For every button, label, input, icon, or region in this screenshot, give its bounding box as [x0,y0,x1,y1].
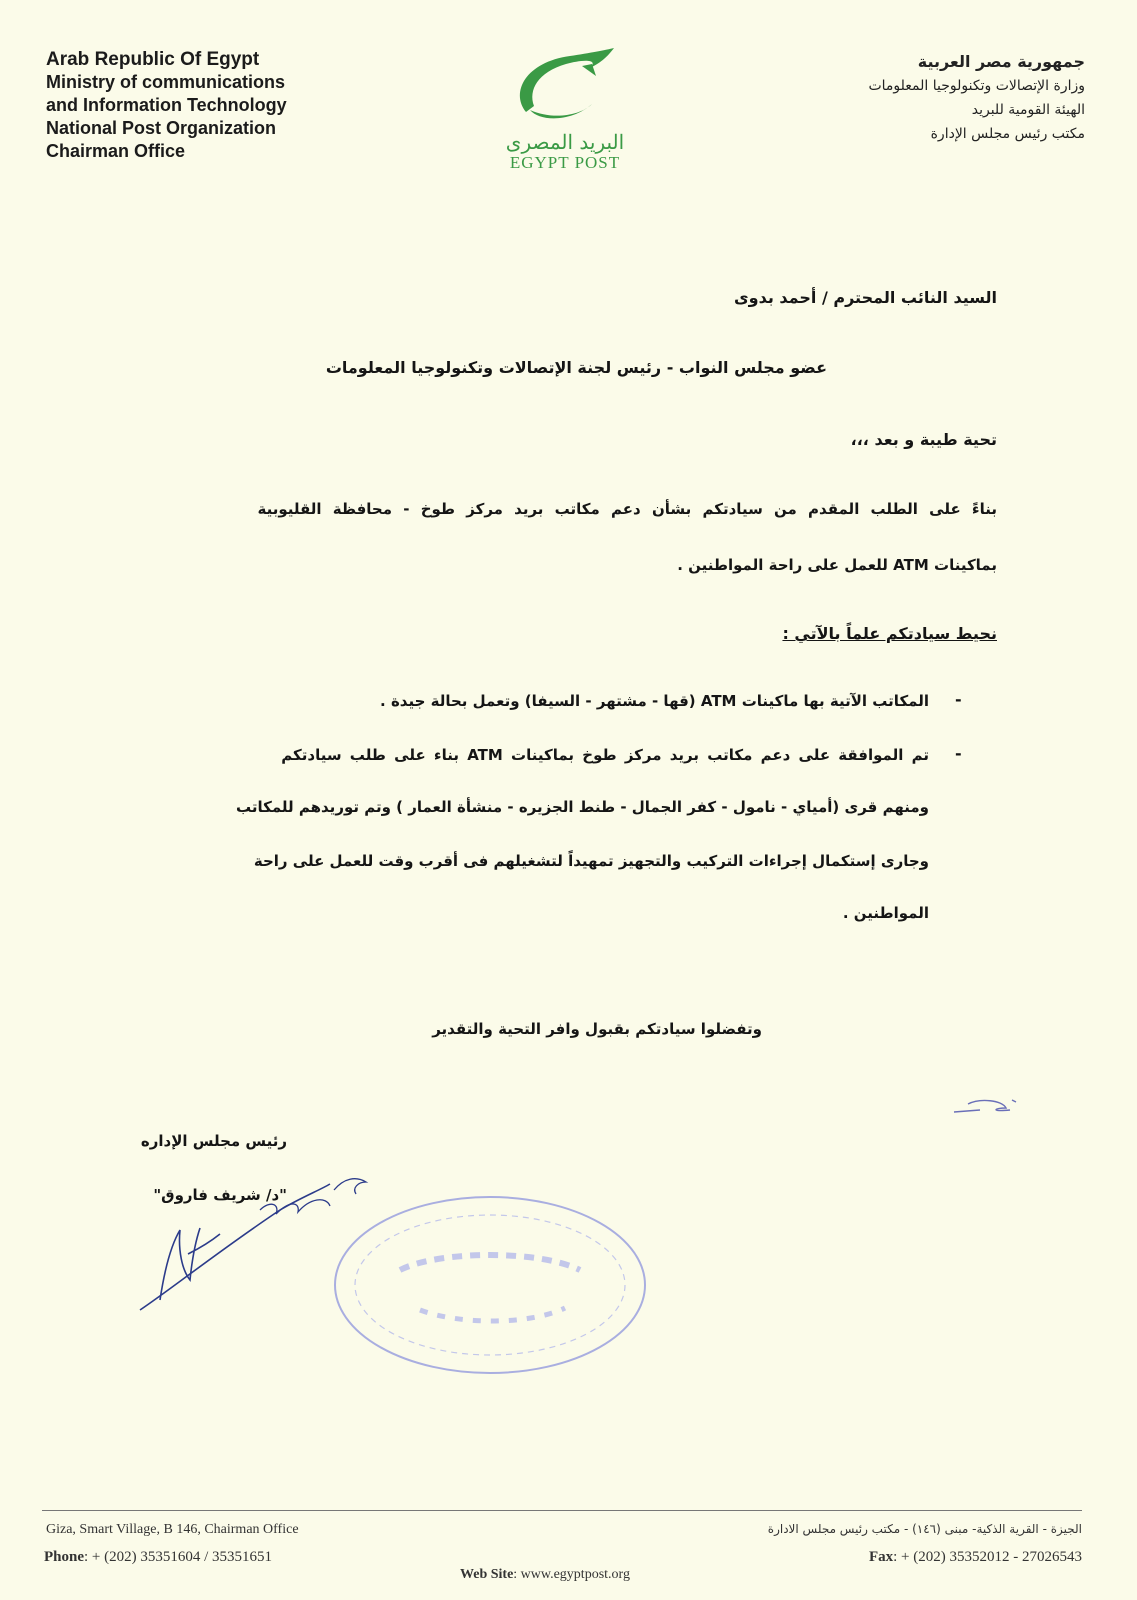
header-en-line: Ministry of communications [46,72,286,92]
logo-english-text: EGYPT POST [509,153,621,172]
bullet-item: تم الموافقة على دعم مكاتب بريد مركز طوخ بماكينات ATM بناء على طلب سيادتكم [281,746,929,764]
header-en-line: Arab Republic Of Egypt [46,49,260,70]
header-ar-line: وزارة الإتصالات وتكنولوجيا المعلومات [868,78,1085,94]
header-ar-line: الهيئة القومية للبريد [971,102,1085,118]
initials-mark-icon [950,1090,1030,1120]
handwritten-signature-icon [130,1170,390,1320]
web-value: : www.egyptpost.org [513,1567,630,1582]
paragraph-line: بماكينات ATM للعمل على راحة المواطنين . [677,556,997,574]
addressee: السيد النائب المحترم / أحمد بدوى [733,288,997,307]
bullet-line: ومنهم قرى (أمياي - نامول - كفر الجمال - طنط الجزيره - منشأة العمار ) وتم توريدهم للمكاتب [235,798,929,816]
header-english [46,48,376,163]
footer-phone [44,1549,272,1566]
signer-role: رئيس مجلس الإداره [140,1132,287,1150]
header-en-line: Chairman Office [46,141,186,161]
header-ar-line: مكتب رئيس مجلس الإدارة [930,126,1085,142]
egypt-post-logo [490,46,640,186]
signer-name: "د/ شريف فاروق" [153,1186,287,1204]
member-line: عضو مجلس النواب - رئيس لجنة الإتصالات وتكنولوجيا المعلومات [325,358,827,377]
greeting: تحية طيبة و بعد ،،، [850,430,997,449]
header-en-line: and Information Technology [46,95,287,115]
header-ar-line: جمهورية مصر العربية [917,52,1085,71]
footer-fax [869,1549,1082,1566]
logo-arabic-text: البريد المصرى [505,130,625,154]
fax-label: Fax [868,1549,894,1565]
bullet-line: المواطنين . [842,904,929,922]
footer-rule [42,1510,1082,1511]
header-en-line: National Post Organization [46,118,277,138]
web-label: Web Site [460,1567,514,1582]
fax-value: : + (202) 35352012 - 27026543 [893,1549,1082,1565]
phone-value: : + (202) 35351604 / 35351651 [84,1549,273,1565]
closing-line: وتفضلوا سيادتكم بقبول وافر التحية والتقدير [432,1020,762,1038]
header-arabic [785,50,1085,146]
footer-address-en: Giza, Smart Village, B 146, Chairman Office [46,1522,299,1537]
swoosh-logo-icon [510,46,620,128]
bullet-line: وجارى إستكمال إجراءات التركيب والتجهيز تمهيداً لتشغيلهم فى أقرب وقت للعمل على راحة [253,852,929,870]
notify-heading: نحيط سيادتكم علماً بالآتي : [782,624,997,643]
bullet-item: المكاتب الآتية بها ماكينات ATM (قها - مشتهر - السيفا) وتعمل بحالة جيدة . [380,692,929,710]
paragraph-line: بناءً على الطلب المقدم من سيادتكم بشأن دعم مكاتب بريد مركز طوخ - محافظة القليوبية [257,500,997,518]
bullet-marker: - [955,690,962,709]
phone-label: Phone [44,1549,85,1565]
footer-address-ar: الجيزة - القرية الذكية- مبنى (١٤٦) - مكتب رئيس مجلس الادارة [767,1522,1082,1536]
footer-website [460,1567,630,1583]
bullet-marker: - [955,744,962,763]
